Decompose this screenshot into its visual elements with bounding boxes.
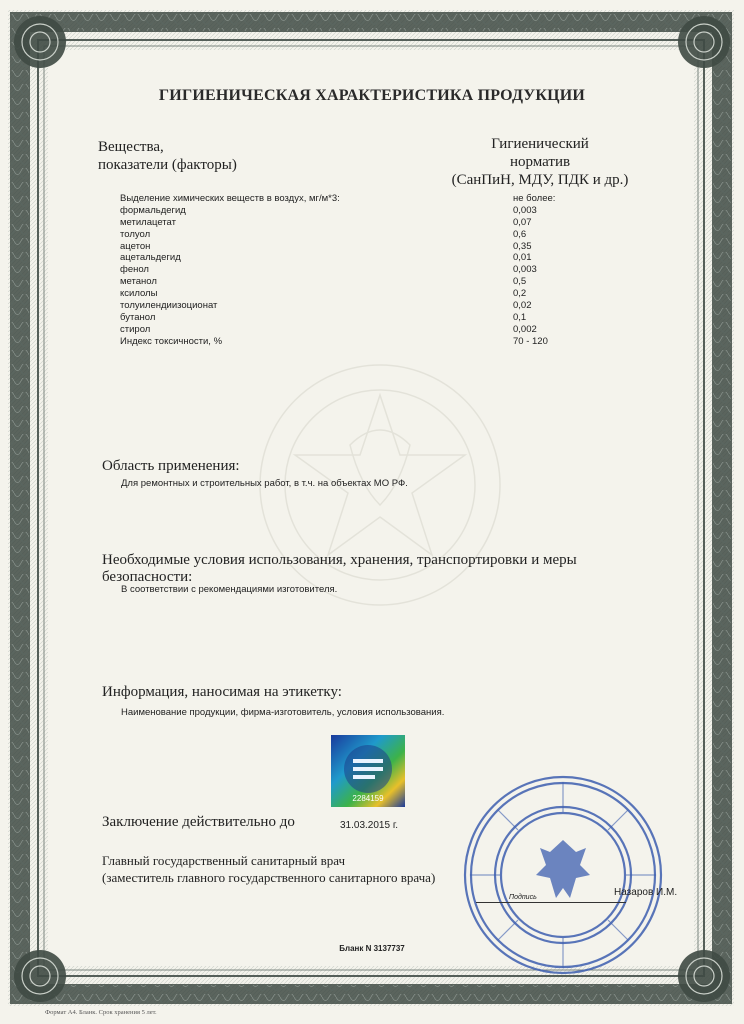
footer-note: Формат А4. Бланк. Срок хранения 5 лет.: [45, 1009, 157, 1016]
norm-value: 0,35: [513, 240, 532, 252]
norm-value: 0,5: [513, 276, 527, 288]
signature-caption: Подпись: [509, 894, 537, 901]
norm-value: 70 - 120: [513, 335, 548, 347]
norm-value: 0,003: [513, 204, 537, 216]
norm-value: 0,002: [513, 323, 537, 335]
hologram-number: 2284159: [352, 794, 384, 803]
substance-name-list: [120, 193, 340, 348]
norm-value: 0,1: [513, 311, 527, 323]
label-info-heading: Информация, наносимая на этикетку:: [102, 684, 342, 700]
column-header-substances: [98, 138, 237, 174]
substance-name: ацетон: [120, 240, 151, 252]
substance-name: Выделение химических веществ в воздух, мг/м*3:: [120, 193, 340, 204]
chief-doctor-line2: (заместитель главного государственного санитарного врача): [102, 870, 436, 885]
hologram-sticker: [331, 735, 405, 807]
blank-number: Бланк N 3137737: [339, 944, 405, 953]
substance-name: формальдегид: [120, 204, 186, 216]
validity-date: 31.03.2015 г.: [340, 820, 399, 831]
substance-name: стирол: [120, 323, 151, 335]
document-title: ГИГИЕНИЧЕСКАЯ ХАРАКТЕРИСТИКА ПРОДУКЦИИ: [158, 87, 586, 104]
substance-name: метанол: [120, 276, 157, 288]
scope-text: Для ремонтных и строительных работ, в т.ч. на объектах МО РФ.: [121, 478, 408, 489]
substance-name: толуол: [120, 228, 151, 240]
norm-value-list: [513, 193, 555, 348]
norm-value: не более:: [513, 193, 556, 204]
column-header-substances-line1: Вещества,: [98, 139, 164, 155]
column-header-norm: [420, 135, 660, 189]
substance-name: Индекс токсичности, %: [120, 335, 223, 347]
validity-heading: Заключение действительно до: [102, 814, 295, 830]
substance-name: толуилендиизоционат: [120, 300, 218, 312]
column-header-norm-line3: (СанПиН, МДУ, ПДК и др.): [451, 172, 629, 188]
substance-name: бутанол: [120, 311, 156, 323]
norm-value: 0,02: [513, 300, 532, 312]
chief-doctor-line1: Главный государственный санитарный врач: [102, 853, 346, 868]
substance-name: ацетальдегид: [120, 252, 181, 264]
norm-value: 0,003: [513, 264, 537, 276]
scope-heading: Область применения:: [102, 458, 240, 474]
conditions-heading: Необходимые условия использования, хранения, транспортировки и меры безопасности:: [102, 552, 577, 585]
label-info-text: Наименование продукции, фирма-изготовитель, условия использования.: [121, 707, 445, 718]
column-header-norm-line2: норматив: [509, 154, 571, 170]
substance-name: фенол: [120, 264, 149, 276]
norm-value: 0,6: [513, 228, 527, 240]
norm-value: 0,01: [513, 252, 532, 264]
column-header-norm-line1: Гигиенический: [491, 136, 589, 152]
signature-line: [476, 902, 626, 903]
substance-name: ксилолы: [120, 288, 158, 300]
signatory-name: Назаров И.М.: [614, 887, 678, 898]
norm-value: 0,2: [513, 288, 527, 300]
substance-name: метилацетат: [120, 216, 176, 228]
column-header-substances-line2: показатели (факторы): [98, 157, 237, 173]
norm-value: 0,07: [513, 216, 532, 228]
conditions-text: В соответствии с рекомендациями изготовителя.: [121, 584, 338, 595]
chief-doctor-title: [102, 852, 435, 886]
